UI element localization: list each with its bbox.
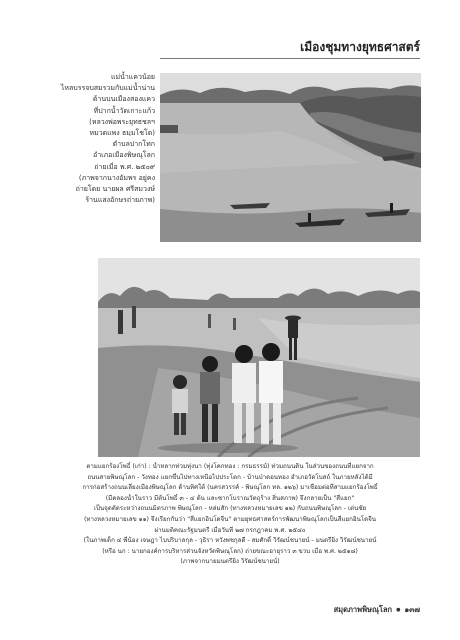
top-caption-line: ถ่ายโดย นายผล ศรีสมวงษ์ (75, 185, 155, 194)
footer-book-title: สมุดภาพพิษณุโลก (333, 605, 393, 614)
bottom-caption-line: (ทางหลวงหมายเลข ๑๑) จึงเรียกกันว่า "สี่แยกอินโดจีน" ตามยุทธศาสตร์การพัฒนาพิษณุโลกเป็นสี่แยกอินโดจีน (83, 515, 377, 523)
footer-separator-bullet: ● (396, 607, 401, 613)
bottom-caption-line: การก่อสร้างถนนเลี่ยงเมืองพิษณุโลก ด้านทิศใต้ (นครสวรรค์ - พิษณุโลก ทล. ๑๒๖) มาเชื่อมต่อที่สามแยกร้องโพธิ์ (82, 484, 378, 492)
top-caption-line: (หลวงพ่อพระยุทธชลฯ (89, 117, 155, 126)
top-caption-line: ร้านแสงอักษรถ่ายภาพ) (85, 196, 155, 205)
page-footer (334, 604, 420, 616)
page-header-title: เมืองชุมทางยุทธศาสตร์ (300, 40, 420, 54)
top-photo-caption (40, 72, 155, 206)
bottom-caption-line: เป็นจุดตัดระหว่างถนนมิตรภาพ พิษณุโลก - หล่มสัก (ทางหลวงหมายเลข ๑๒) กับถนนพิษณุโลก - เด่นชัย (93, 505, 367, 513)
flooded-road-children-photo (98, 258, 420, 457)
bottom-caption-line: ผ่านมติคณะรัฐมนตรี เมื่อวันที่ ๒๗ กรกฎาคม พ.ศ. ๒๕๔๐ (154, 526, 306, 534)
bottom-caption-line: ถนนสายพิษณุโลก - วังทอง แยกขึ้นไปทางเหนือไปประโดก - บ้านป่าดอนทอง อำเภอวัดโบสถ์ ในภายหลังได้มี (87, 473, 373, 481)
bottom-caption-line: ตามแยกร้องโพธิ์ (เก่า) : น้ำหลากท่วมทุ่งนา (ทุ่งโคกทอง : กรมธรรม์) ท่วมถนนดิน ในส่วนของถนนที่แยกจาก (86, 463, 374, 470)
bottom-photo-caption (40, 462, 420, 568)
top-caption-line: ถ่ายเมื่อ พ.ศ. ๒๕๐๙ (94, 162, 155, 171)
top-caption-line: แม่น้ำแควน้อย (110, 73, 155, 81)
top-caption-line: ตำบลปากโทก (112, 140, 155, 149)
top-caption-line: ที่ปากน้ำวัดเกาะแก้ว (93, 106, 155, 115)
bottom-caption-line: (หรือ นก : นายกองค์การบริหารส่วนจังหวัดพิษณุโลก) ถ่ายขณะอายุราว ๓ ขวบ เมื่อ พ.ศ. ๒๕๑๘) (102, 547, 358, 555)
top-caption-line: หมวดแพง ธมฺมโชโต) (89, 129, 155, 138)
bottom-caption-line: (ภาพจากนายมนตรียิ่ง วิรัฒน์ชนายน์) (180, 558, 280, 566)
page-number: ๑๓๗ (404, 605, 420, 614)
top-caption-line: ไหลบรรจบสมรวมกับแม่น้ำน่าน (60, 84, 155, 93)
header-rule (160, 58, 420, 59)
bottom-caption-line: (ในภาพเด็ก ๔ พี่น้อง เจษฎา ไบปริบาลกุล - วุธิรา หวังพชกุลดี - สมศักดิ์ วิรัฒน์ชนายน์ - มนตรียิ่ง วิรัฒน์ชนายน์ (83, 537, 377, 545)
top-caption-line: ด้านบนเมืองสองแคว (92, 95, 155, 104)
bottom-caption-line: (มีคลองน้ำในราว มีต้นโพธิ์ ๓ - ๔ ต้น และซากโบราณวัตถุร้าง สิ่นสภาพ) จึงกลายเป็น "สี่แยก" (105, 494, 355, 502)
top-caption-line: อำเภอเมืองพิษณุโลก (93, 151, 155, 160)
river-confluence-photo (160, 73, 421, 242)
top-caption-line: (ภาพจากนางอัมพร อยู่คง (78, 173, 155, 182)
